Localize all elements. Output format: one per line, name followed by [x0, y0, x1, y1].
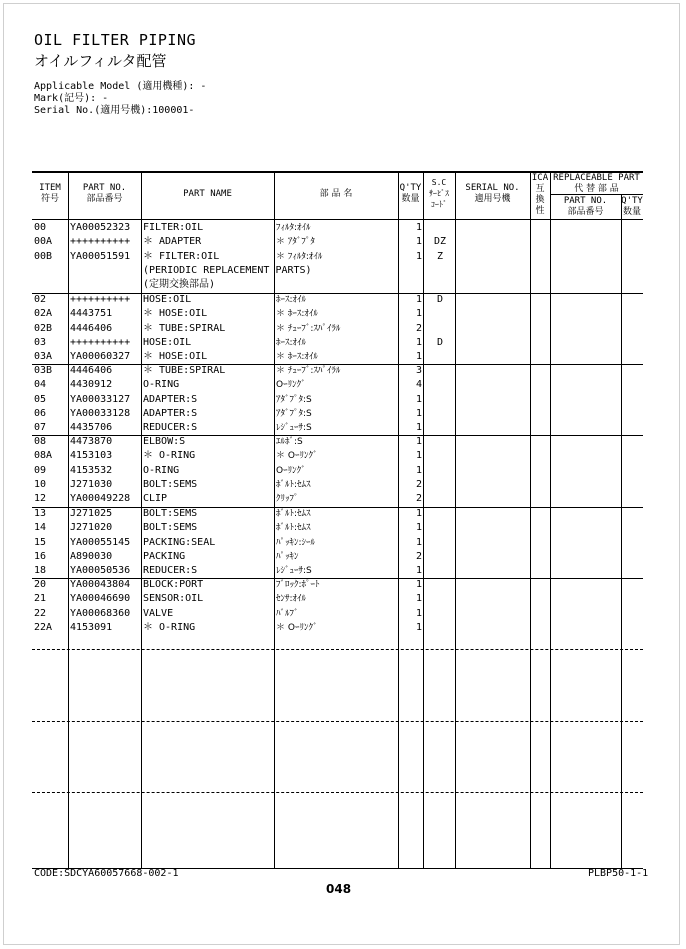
qty-cell: 1 — [415, 236, 422, 248]
part-name-cell: (PERIODIC REPLACEMENT PARTS) — [143, 264, 312, 276]
table-row — [32, 250, 643, 264]
table-row — [32, 435, 643, 449]
part-name-jp-cell: ﾊﾟｯｷﾝ — [276, 551, 299, 562]
col-partno-header: PART NO. 部品番号 — [82, 183, 127, 204]
page-number: 048 — [326, 882, 352, 896]
item-cell: 12 — [34, 493, 47, 505]
part-name-jp-cell: ﾌｨﾙﾀ:ｵｲﾙ — [276, 223, 311, 233]
table-row — [32, 564, 643, 578]
table-row — [32, 393, 643, 407]
qty-cell: 1 — [415, 222, 422, 233]
qty-cell: 1 — [415, 593, 422, 605]
part-name-cell: (定期交換部品) — [143, 279, 216, 291]
table-row — [32, 478, 643, 492]
table-row — [32, 307, 643, 321]
qty-cell: 2 — [415, 478, 422, 490]
part-name-cell: ＊ TUBE:SPIRAL — [143, 365, 226, 376]
service-code-cell: D — [436, 294, 444, 305]
item-cell: 00A — [34, 236, 53, 248]
parts-table — [32, 171, 643, 869]
part-no-cell: A890030 — [70, 550, 113, 562]
part-no-cell: YA00068360 — [70, 607, 131, 619]
part-name-cell: REDUCER:S — [143, 565, 198, 577]
part-name-cell: PACKING — [143, 550, 186, 562]
table-row — [32, 464, 643, 478]
part-no-cell: YA00055145 — [70, 536, 131, 548]
part-no-cell: ++++++++++ — [70, 294, 131, 305]
item-cell: 03A — [34, 351, 53, 363]
qty-cell: 1 — [415, 407, 422, 419]
table-row — [32, 421, 643, 435]
table-row — [32, 449, 643, 463]
part-name-jp-cell: ﾊﾞﾙﾌﾞ — [276, 608, 299, 619]
item-cell: 03B — [34, 365, 53, 376]
part-no-cell: 4446406 — [70, 322, 113, 334]
part-no-cell: YA00060327 — [70, 351, 131, 363]
qty-cell: 1 — [415, 621, 422, 633]
item-cell: 08 — [34, 436, 47, 447]
part-name-cell: BOLT:SEMS — [143, 522, 198, 534]
part-no-cell: 4446406 — [70, 365, 113, 376]
col-replaceable-header: REPLACEABLE PART 代 替 部 品 — [553, 173, 640, 194]
qty-cell: 1 — [415, 436, 422, 447]
part-name-cell: HOSE:OIL — [143, 336, 192, 348]
title-jp: オイルフィルタ配管 — [34, 52, 167, 70]
col-rep-qty-header: Q'TY 数量 — [621, 196, 643, 217]
item-cell: 06 — [34, 407, 47, 419]
service-code-cell: D — [436, 336, 444, 348]
table-row — [32, 621, 643, 635]
title-en: OIL FILTER PIPING — [34, 31, 197, 49]
part-name-cell: REDUCER:S — [143, 422, 198, 434]
part-name-jp-cell: ﾎｰｽ:ｵｲﾙ — [276, 295, 307, 305]
part-name-jp-cell: ｸﾘｯﾌﾟ — [276, 494, 299, 505]
part-name-jp-cell: ﾎｰｽ:ｵｲﾙ — [276, 337, 307, 348]
part-no-cell: 4473870 — [70, 436, 113, 447]
item-cell: 00B — [34, 250, 53, 262]
part-name-cell: BOLT:SEMS — [143, 478, 198, 490]
part-no-cell: YA00033128 — [70, 407, 131, 419]
qty-cell: 1 — [415, 607, 422, 619]
part-name-cell: ＊ FILTER:OIL — [143, 250, 220, 262]
part-name-cell: FILTER:OIL — [143, 222, 204, 233]
col-item-header: ITEM 符号 — [39, 183, 61, 204]
qty-cell: 2 — [415, 493, 422, 505]
item-cell: 09 — [34, 464, 47, 476]
item-cell: 04 — [34, 379, 47, 391]
part-name-cell: ADAPTER:S — [143, 407, 198, 419]
part-name-jp-cell: ＊ ﾌｨﾙﾀ:ｵｲﾙ — [276, 251, 323, 262]
part-name-cell: ADAPTER:S — [143, 393, 198, 405]
qty-cell: 1 — [415, 565, 422, 577]
item-cell: 03 — [34, 336, 47, 348]
table-row — [32, 578, 643, 592]
part-name-cell: CLIP — [143, 493, 168, 505]
col-partname-header: PART NAME — [183, 189, 232, 199]
item-cell: 22 — [34, 607, 47, 619]
part-no-cell: YA00043804 — [70, 579, 131, 590]
item-cell: 16 — [34, 550, 47, 562]
service-code-cell: Z — [436, 250, 444, 262]
item-cell: 21 — [34, 593, 47, 605]
part-name-jp-cell: ＊ Oｰﾘﾝｸﾞ — [276, 622, 318, 633]
table-row — [32, 378, 643, 392]
col-serial-header: SERIAL NO. 適用号機 — [465, 183, 520, 204]
item-cell: 22A — [34, 621, 53, 633]
qty-cell: 3 — [415, 365, 422, 376]
part-name-jp-cell: Oｰﾘﾝｸﾞ — [276, 380, 306, 391]
part-no-cell: J271025 — [70, 508, 113, 519]
qty-cell: 1 — [415, 579, 422, 590]
part-no-cell: ++++++++++ — [70, 336, 131, 348]
part-name-cell: SENSOR:OIL — [143, 593, 204, 605]
applicable-model: Applicable Model (適用機種): - — [34, 81, 207, 92]
part-name-cell: ＊ TUBE:SPIRAL — [143, 322, 226, 334]
table-row — [32, 293, 643, 307]
table-row — [32, 407, 643, 421]
part-name-cell: ＊ HOSE:OIL — [143, 308, 208, 320]
part-name-cell: ＊ HOSE:OIL — [143, 351, 208, 363]
qty-cell: 1 — [415, 250, 422, 262]
part-no-cell: YA00033127 — [70, 393, 131, 405]
table-row — [32, 364, 643, 378]
part-name-jp-cell: ﾎﾞﾙﾄ:ｾﾑｽ — [276, 479, 311, 490]
col-name-jp-header: 部 品 名 — [319, 189, 353, 199]
service-code-cell: DZ — [433, 236, 447, 248]
qty-cell: 1 — [415, 422, 422, 434]
col-qty-header: Q'TY 数量 — [399, 183, 422, 204]
qty-cell: 4 — [415, 379, 422, 391]
part-no-cell: J271020 — [70, 522, 113, 534]
part-name-jp-cell: ﾚｼﾞｭｰｻ:S — [276, 423, 312, 434]
qty-cell: 1 — [415, 536, 422, 548]
item-cell: 05 — [34, 393, 47, 405]
item-cell: 00 — [34, 222, 47, 233]
part-no-cell: YA00052323 — [70, 222, 131, 233]
part-name-jp-cell: ＊ ﾁｭｰﾌﾞ:ｽﾊﾟｲﾗﾙ — [276, 323, 341, 334]
item-cell: 10 — [34, 478, 47, 490]
item-cell: 02A — [34, 308, 53, 320]
item-cell: 20 — [34, 579, 47, 590]
table-row — [32, 550, 643, 564]
part-name-cell: PACKING:SEAL — [143, 536, 216, 548]
table-row — [32, 507, 643, 521]
item-cell: 02 — [34, 294, 47, 305]
qty-cell: 1 — [415, 464, 422, 476]
part-name-cell: ＊ O-RING — [143, 450, 196, 462]
part-name-jp-cell: ﾎﾞﾙﾄ:ｾﾑｽ — [276, 523, 311, 534]
part-name-cell: ELBOW:S — [143, 436, 186, 447]
qty-cell: 1 — [415, 294, 422, 305]
part-name-jp-cell: ｱﾀﾞﾌﾟﾀ:S — [276, 408, 312, 419]
part-name-jp-cell: ｾﾝｻ:ｵｲﾙ — [276, 594, 307, 605]
qty-cell: 1 — [415, 508, 422, 519]
qty-cell: 1 — [415, 336, 422, 348]
table-row — [32, 592, 643, 606]
table-row — [32, 235, 643, 249]
qty-cell: 2 — [415, 322, 422, 334]
part-no-cell: 4443751 — [70, 308, 113, 320]
table-row — [32, 521, 643, 535]
table-row — [32, 278, 643, 292]
part-name-jp-cell: ＊ ﾎｰｽ:ｵｲﾙ — [276, 309, 318, 320]
col-sc-header: S.C ｻｰﾋﾞｽ ｺｰﾄﾞ — [429, 178, 449, 209]
part-name-cell: HOSE:OIL — [143, 294, 192, 305]
part-name-jp-cell: ＊ ｱﾀﾞﾌﾟﾀ — [276, 237, 315, 248]
part-no-cell: YA00051591 — [70, 250, 131, 262]
part-name-cell: ＊ ADAPTER — [143, 236, 202, 248]
part-no-cell: 4430912 — [70, 379, 113, 391]
table-row — [32, 350, 643, 364]
table-row — [32, 536, 643, 550]
footer-ref: PLBP50-1-1 — [588, 868, 649, 879]
table-row — [32, 336, 643, 350]
part-no-cell: 4153532 — [70, 464, 113, 476]
part-name-cell: BOLT:SEMS — [143, 508, 198, 519]
col-rep-partno-header: PART NO. 部品番号 — [563, 196, 608, 217]
part-name-cell: BLOCK:PORT — [143, 579, 204, 590]
table-row — [32, 322, 643, 336]
part-name-jp-cell: Oｰﾘﾝｸﾞ — [276, 465, 306, 476]
part-no-cell: YA00046690 — [70, 593, 131, 605]
item-cell: 08A — [34, 450, 53, 462]
footer-code: CODE:SDCYA60057668-002-1 — [34, 868, 179, 879]
mark: Mark(記号): - — [34, 93, 109, 104]
qty-cell: 1 — [415, 308, 422, 320]
part-no-cell: 4153091 — [70, 621, 113, 633]
part-name-jp-cell: ＊ ﾎｰｽ:ｵｲﾙ — [276, 352, 318, 363]
part-no-cell: ++++++++++ — [70, 236, 131, 248]
part-name-cell: O-RING — [143, 464, 180, 476]
part-name-jp-cell: ｴﾙﾎﾞ:S — [276, 437, 303, 447]
part-name-jp-cell: ﾚｼﾞｭｰｻ:S — [276, 566, 312, 577]
item-cell: 02B — [34, 322, 53, 334]
part-no-cell: 4153103 — [70, 450, 113, 462]
table-row — [32, 492, 643, 506]
item-cell: 07 — [34, 422, 47, 434]
part-name-jp-cell: ﾊﾟｯｷﾝ:ｼｰﾙ — [276, 537, 316, 548]
item-cell: 13 — [34, 508, 47, 519]
part-name-cell: ＊ O-RING — [143, 621, 196, 633]
part-no-cell: J271030 — [70, 478, 113, 490]
part-name-cell: O-RING — [143, 379, 180, 391]
table-row — [32, 221, 643, 235]
item-cell: 15 — [34, 536, 47, 548]
qty-cell: 1 — [415, 393, 422, 405]
part-name-jp-cell: ﾎﾞﾙﾄ:ｾﾑｽ — [276, 509, 311, 519]
col-ica-header: ICA 互 換 性 — [531, 173, 549, 216]
part-no-cell: YA00049228 — [70, 493, 131, 505]
qty-cell: 1 — [415, 351, 422, 363]
table-row — [32, 607, 643, 621]
qty-cell: 1 — [415, 450, 422, 462]
part-name-cell: VALVE — [143, 607, 174, 619]
part-name-jp-cell: ﾌﾞﾛｯｸ:ﾎﾟｰﾄ — [276, 580, 320, 590]
part-no-cell: 4435706 — [70, 422, 113, 434]
part-name-jp-cell: ＊ ﾁｭｰﾌﾞ:ｽﾊﾟｲﾗﾙ — [276, 366, 341, 376]
table-row — [32, 264, 643, 278]
serial-no: Serial No.(適用号機):100001- — [34, 105, 195, 116]
part-name-jp-cell: ＊ Oｰﾘﾝｸﾞ — [276, 451, 318, 462]
part-name-jp-cell: ｱﾀﾞﾌﾟﾀ:S — [276, 394, 312, 405]
item-cell: 18 — [34, 565, 47, 577]
part-no-cell: YA00050536 — [70, 565, 131, 577]
qty-cell: 2 — [415, 550, 422, 562]
qty-cell: 1 — [415, 522, 422, 534]
item-cell: 14 — [34, 522, 47, 534]
